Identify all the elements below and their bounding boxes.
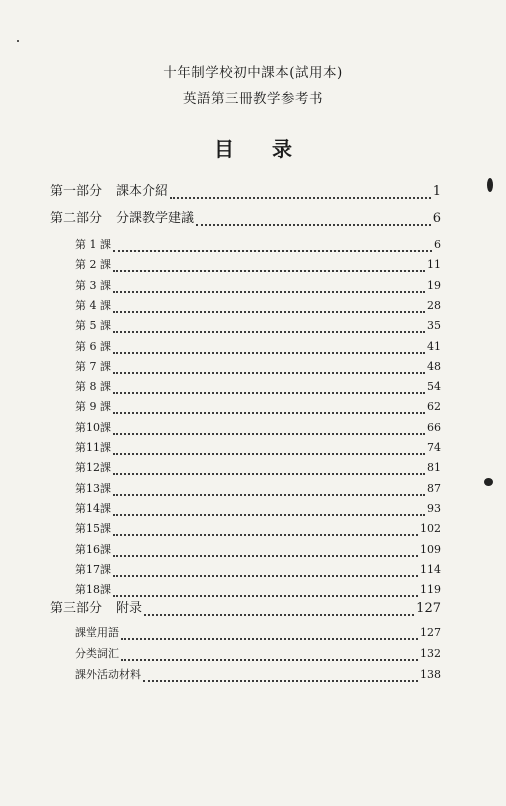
leader-dots <box>170 185 431 199</box>
toc-page-number: 74 <box>427 441 441 454</box>
toc-lesson-label: 第16課 <box>75 542 111 556</box>
leader-dots <box>113 421 425 435</box>
toc-lesson-label: 第 7 課 <box>75 359 111 373</box>
toc-lesson-row <box>75 338 441 356</box>
contents-heading-char-2: 录 <box>272 137 292 161</box>
toc-appendix-label: 分类詞汇 <box>75 647 119 660</box>
toc-lesson-label: 第18課 <box>75 583 111 597</box>
toc-page-number: 41 <box>427 339 441 353</box>
toc-page-number: 28 <box>427 298 441 312</box>
toc-lesson-label: 第 4 課 <box>75 298 111 312</box>
leader-dots <box>121 647 418 661</box>
toc-page-number: 48 <box>427 359 441 373</box>
leader-dots <box>196 212 431 226</box>
leader-dots <box>113 340 425 354</box>
toc-page-number: 127 <box>416 601 441 616</box>
leader-dots <box>113 502 425 516</box>
leader-dots <box>113 482 425 496</box>
toc-page-number: 102 <box>420 522 441 536</box>
toc-page-number: 93 <box>427 501 441 515</box>
toc-lesson-label: 第 3 課 <box>75 278 111 292</box>
toc-lesson-label: 第 5 課 <box>75 319 111 333</box>
leader-dots <box>113 279 425 293</box>
toc-appendix-row <box>75 645 441 663</box>
toc-lesson-label: 第11課 <box>75 441 111 454</box>
contents-heading-char-1: 目 <box>214 137 234 161</box>
toc-lesson-row <box>75 561 441 579</box>
toc-page-number: 132 <box>420 647 441 660</box>
scan-speck <box>487 178 493 192</box>
toc-part-title: 分課教学建議 <box>116 211 195 226</box>
toc-lesson-row <box>75 541 441 559</box>
toc-part-3 <box>50 600 441 618</box>
toc-lesson-row <box>75 398 441 416</box>
toc-page-number: 6 <box>434 238 441 251</box>
toc-lesson-row <box>75 358 441 376</box>
toc-appendix-label: 課堂用語 <box>75 626 119 639</box>
leader-dots <box>113 380 425 394</box>
toc-lesson-label: 第17課 <box>75 562 111 576</box>
toc-page-number: 114 <box>420 562 441 576</box>
toc-page-number: 138 <box>420 668 441 681</box>
leader-dots <box>121 626 418 640</box>
leader-dots <box>113 563 418 577</box>
leader-dots <box>144 602 414 616</box>
toc-lesson-row <box>75 378 441 396</box>
toc-appendix-row <box>75 666 441 684</box>
toc-part-title: 附录 <box>116 601 143 616</box>
leader-dots <box>113 522 418 536</box>
scan-speck <box>484 478 493 486</box>
toc-lesson-row <box>75 277 441 295</box>
toc-part-2 <box>50 210 441 228</box>
toc-part-1 <box>50 183 441 201</box>
leader-dots <box>113 319 425 333</box>
leader-dots <box>113 258 425 272</box>
toc-lesson-label: 第 1 課 <box>75 238 111 251</box>
toc-lesson-label: 第 9 課 <box>75 400 111 414</box>
toc-lesson-label: 第 8 課 <box>75 380 111 394</box>
toc-page-number: 119 <box>420 583 441 597</box>
scan-speck <box>17 40 19 42</box>
toc-part-label: 第一部分 <box>50 184 103 199</box>
toc-page-number: 87 <box>427 481 441 495</box>
toc-page-number: 6 <box>432 211 441 226</box>
toc-lesson-row <box>75 256 441 274</box>
leader-dots <box>113 238 432 252</box>
toc-lesson-row <box>75 459 441 477</box>
toc-lesson-label: 第 6 課 <box>75 339 111 353</box>
toc-page-number: 62 <box>427 400 441 414</box>
leader-dots <box>113 583 418 597</box>
toc-page-number: 81 <box>427 461 441 475</box>
toc-lesson-row <box>75 236 441 254</box>
book-series-title: 十年制学校初中課本(試用本) <box>163 65 343 81</box>
leader-dots <box>113 360 425 374</box>
toc-lesson-label: 第15課 <box>75 522 111 536</box>
toc-page-number: 54 <box>427 380 441 394</box>
toc-lesson-label: 第10課 <box>75 420 111 434</box>
toc-page-number: 66 <box>427 420 441 434</box>
toc-lesson-row <box>75 297 441 315</box>
leader-dots <box>113 461 425 475</box>
toc-lesson-row <box>75 419 441 437</box>
leader-dots <box>143 668 418 682</box>
leader-dots <box>113 543 418 557</box>
toc-page-number: 109 <box>420 542 441 556</box>
toc-page-number: 1 <box>432 184 441 199</box>
toc-lesson-row <box>75 500 441 518</box>
leader-dots <box>113 400 425 414</box>
toc-part-label: 第二部分 <box>50 211 103 226</box>
toc-lesson-row <box>75 317 441 335</box>
toc-appendix-label: 課外活动材料 <box>75 668 141 681</box>
toc-lesson-label: 第12課 <box>75 461 111 475</box>
toc-lesson-label: 第 2 課 <box>75 258 111 272</box>
toc-part-title: 課本介紹 <box>116 184 169 199</box>
toc-appendix-row <box>75 624 441 642</box>
toc-lesson-label: 第13課 <box>75 481 111 495</box>
toc-page-number: 127 <box>420 626 441 639</box>
toc-lesson-row <box>75 439 441 457</box>
toc-page-number: 19 <box>427 278 441 292</box>
toc-lesson-row <box>75 581 441 599</box>
toc-page-number: 11 <box>427 258 441 272</box>
toc-lesson-row <box>75 520 441 538</box>
toc-lesson-row <box>75 480 441 498</box>
toc-lesson-label: 第14課 <box>75 501 111 515</box>
toc-page-number: 35 <box>427 319 441 333</box>
book-title: 英語第三冊教学参考书 <box>183 91 323 107</box>
leader-dots <box>113 299 425 313</box>
leader-dots <box>113 441 425 455</box>
toc-part-label: 第三部分 <box>50 601 103 616</box>
